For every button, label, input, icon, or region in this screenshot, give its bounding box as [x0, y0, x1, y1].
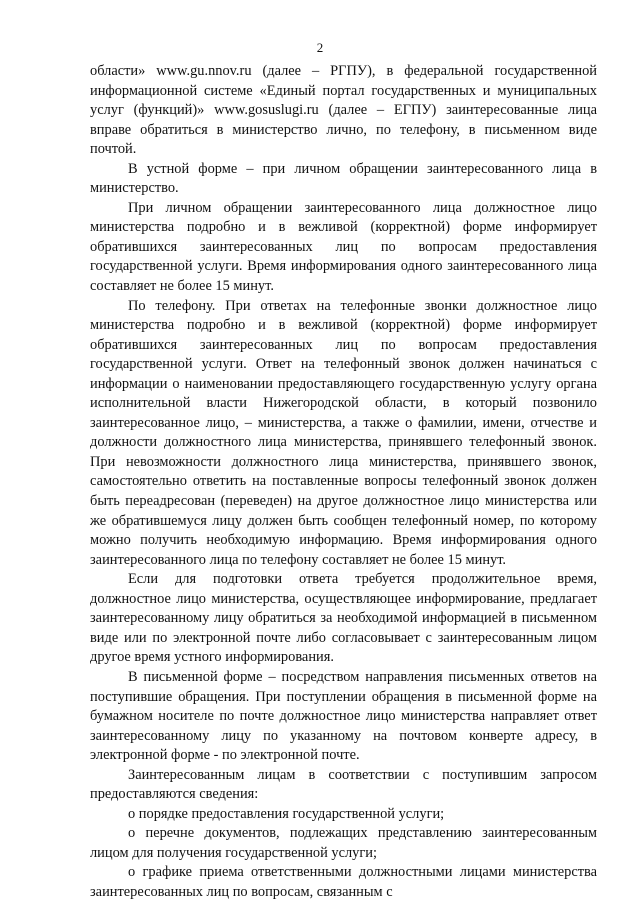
paragraph: Заинтересованным лицам в соответствии с поступившим запросом предоставляются сведения: — [90, 766, 597, 803]
paragraph: области» www.gu.nnov.ru (далее – РГПУ), в федеральной государственной информационной системе «Единый портал государственных и муниципальных услуг (функций)» www.gosuslugi.ru (далее – ЕГПУ) заинтересованные лица вправе обратиться в министерство лично, по телефону, в письменном виде почтой. — [90, 63, 597, 158]
list-item: о перечне документов, подлежащих представлению заинтересованным лицом для получения государственной услуги; — [90, 825, 597, 861]
page-number: 2 — [316, 40, 324, 55]
document-body — [90, 62, 597, 903]
list-item: о порядке предоставления государственной услуги; — [128, 805, 445, 822]
paragraph: В устной форме – при личном обращении заинтересованного лица в министерство. — [90, 160, 597, 197]
paragraph: Если для подготовки ответа требуется продолжительное время, должностное лицо министерства, осуществляющее информирование, предлагает заинтересованному лицу обратиться за необходимой информацией в письменном виде или по электронной почте либо согласовывает с заинтересованным лицом другое время устного информирования. — [90, 571, 597, 666]
paragraph: По телефону. При ответах на телефонные звонки должностное лицо министерства подробно и в вежливой (корректной) форме информирует обратившихся заинтересованных лиц по вопросам предоставления государственной услуги. Ответ на телефонный звонок должен начинаться с информации о наименовании предоставляющего государственную услугу органа исполнительной власти Нижегородской области, в который позвонило заинтересованное лицо, – министерства, а также о фамилии, имени, отчестве и должности должностного лица министерства, принявшего телефонный звонок. При невозможности должностного лица министерства, принявшего звонок, самостоятельно ответить на поставленные вопросы телефонный звонок должен быть переадресован (переведен) на другое должностное лицо министерства или же обратившемуся лицу должен быть сообщен телефонный номер, по которому можно получить необходимую информацию. Время информирования одного заинтересованного лица по телефону составляет не более 15 минут. — [90, 297, 597, 568]
list-item: о графике приема ответственными должностными лицами министерства заинтересованных лиц по вопросам, связанным с — [90, 864, 597, 900]
paragraph: При личном обращении заинтересованного лица должностное лицо министерства подробно и в вежливой (корректной) форме информирует обратившихся заинтересованных лиц по вопросам предоставления государственной услуги. Время информирования одного заинтересованного лица составляет не более 15 минут. — [90, 199, 597, 295]
paragraph: В письменной форме – посредством направления письменных ответов на поступившие обращения. При поступлении обращения в письменной форме на бумажном носителе по почте должностное лицо министерства направляет ответ заинтересованному лицу по указанному на почтовом конверте адресу, в электронной форме - по электронной почте. — [90, 668, 597, 764]
